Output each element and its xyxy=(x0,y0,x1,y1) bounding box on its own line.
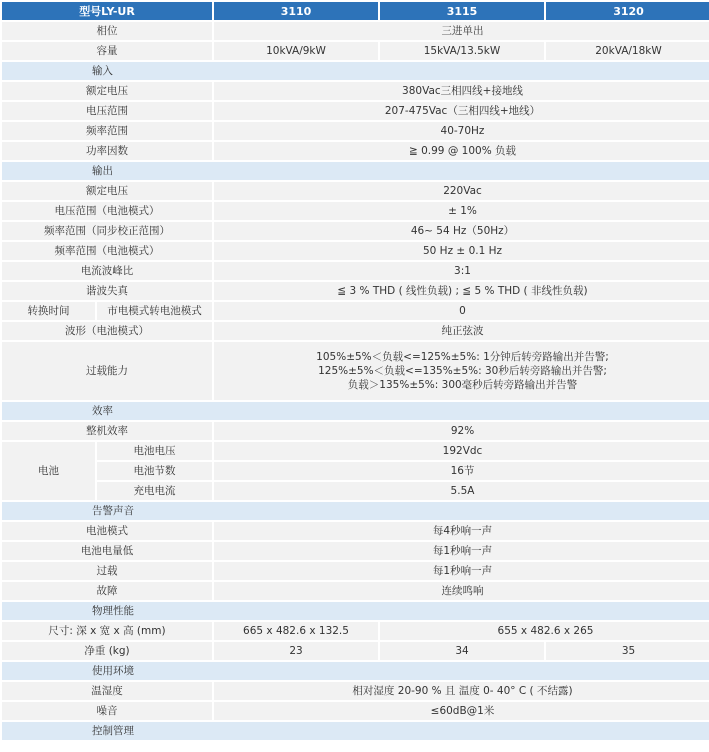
battery-count-row xyxy=(2,462,709,480)
output-waveform-label: 波形（电池模式） xyxy=(2,322,212,340)
output-freq-sync-value: 46~ 54 Hz（50Hz） xyxy=(214,222,709,240)
output-crest-factor-row xyxy=(2,262,709,280)
section-control-title: 控制管理 xyxy=(2,722,709,740)
output-voltage-range-row xyxy=(2,202,709,220)
battery-charge-row xyxy=(2,482,709,500)
alarm-batt-mode-value: 每4秒响一声 xyxy=(214,522,709,540)
output-thd-label: 谐波失真 xyxy=(2,282,212,300)
physical-weight-3110: 23 xyxy=(214,642,378,660)
input-rated-voltage-value: 380Vac三相四线+接地线 xyxy=(214,82,709,100)
input-power-factor-value: ≧ 0.99 @ 100% 负载 xyxy=(214,142,709,160)
output-overload-row xyxy=(2,342,709,400)
alarm-overload-label: 过载 xyxy=(2,562,212,580)
env-humidity-label: 温湿度 xyxy=(2,682,212,700)
input-voltage-range-value: 207-475Vac（三相四线+地线） xyxy=(214,102,709,120)
section-output xyxy=(2,162,709,180)
phase-label: 相位 xyxy=(2,22,212,40)
alarm-batt-mode-row xyxy=(2,522,709,540)
section-alarm-title: 告警声音 xyxy=(2,502,709,520)
section-physical-title: 物理性能 xyxy=(2,602,709,620)
section-environment-title: 使用环境 xyxy=(2,662,709,680)
output-freq-sync-row xyxy=(2,222,709,240)
output-voltage-range-label: 电压范围（电池模式） xyxy=(2,202,212,220)
env-noise-label: 噪音 xyxy=(2,702,212,720)
output-waveform-value: 纯正弦波 xyxy=(214,322,709,340)
model-header: 型号LY-UR xyxy=(2,2,212,20)
input-rated-voltage-label: 额定电压 xyxy=(2,82,212,100)
battery-voltage-row xyxy=(2,442,709,460)
alarm-fault-value: 连续鸣响 xyxy=(214,582,709,600)
output-freq-batt-value: 50 Hz ± 0.1 Hz xyxy=(214,242,709,260)
env-humidity-row xyxy=(2,682,709,700)
output-rated-voltage-value: 220Vac xyxy=(214,182,709,200)
efficiency-label: 整机效率 xyxy=(2,422,212,440)
output-rated-voltage-label: 额定电压 xyxy=(2,182,212,200)
efficiency-value: 92% xyxy=(214,422,709,440)
capacity-3115: 15kVA/13.5kW xyxy=(380,42,544,60)
physical-weight-row xyxy=(2,642,709,660)
phase-value: 三进单出 xyxy=(214,22,709,40)
section-alarm xyxy=(2,502,709,520)
alarm-overload-row xyxy=(2,562,709,580)
physical-size-3115-3120: 655 x 482.6 x 265 xyxy=(380,622,709,640)
header-row xyxy=(2,2,709,20)
section-control xyxy=(2,722,709,740)
output-rated-voltage-row xyxy=(2,182,709,200)
input-freq-range-row xyxy=(2,122,709,140)
alarm-overload-value: 每1秒响一声 xyxy=(214,562,709,580)
input-voltage-range-row xyxy=(2,102,709,120)
battery-voltage-value: 192Vdc xyxy=(214,442,709,460)
input-freq-range-label: 频率范围 xyxy=(2,122,212,140)
physical-weight-label: 净重 (kg) xyxy=(2,642,212,660)
physical-size-row xyxy=(2,622,709,640)
section-input-title: 输入 xyxy=(2,62,709,80)
phase-row xyxy=(2,22,709,40)
section-physical xyxy=(2,602,709,620)
section-efficiency xyxy=(2,402,709,420)
model-3110-header: 3110 xyxy=(214,2,378,20)
battery-charge-value: 5.5A xyxy=(214,482,709,500)
alarm-batt-mode-label: 电池模式 xyxy=(2,522,212,540)
output-transfer-sublabel: 市电模式转电池模式 xyxy=(97,302,212,320)
alarm-fault-row xyxy=(2,582,709,600)
output-freq-sync-label: 频率范围（同步校正范围） xyxy=(2,222,212,240)
output-overload-label: 过载能力 xyxy=(2,342,212,400)
env-noise-value: ≤60dB@1米 xyxy=(214,702,709,720)
overload-line-2: 125%±5%＜负载<=135%±5%: 30秒后转旁路输出并告警; xyxy=(318,365,607,377)
output-thd-row xyxy=(2,282,709,300)
physical-weight-3120: 35 xyxy=(546,642,709,660)
output-overload-value xyxy=(214,342,709,400)
overload-line-3: 负载＞135%±5%: 300毫秒后转旁路输出并告警 xyxy=(347,379,578,391)
output-freq-batt-row xyxy=(2,242,709,260)
output-thd-value: ≦ 3 % THD ( 线性负载) ; ≦ 5 % THD ( 非线性负载) xyxy=(214,282,709,300)
battery-voltage-label: 电池电压 xyxy=(97,442,212,460)
input-freq-range-value: 40-70Hz xyxy=(214,122,709,140)
battery-count-label: 电池节数 xyxy=(97,462,212,480)
output-transfer-row xyxy=(2,302,709,320)
env-humidity-value: 相对湿度 20-90 % 且 温度 0- 40° C ( 不结露) xyxy=(214,682,709,700)
output-transfer-label: 转换时间 xyxy=(2,302,95,320)
capacity-row xyxy=(2,42,709,60)
output-waveform-row xyxy=(2,322,709,340)
section-input xyxy=(2,62,709,80)
output-crest-factor-value: 3:1 xyxy=(214,262,709,280)
physical-size-label: 尺寸: 深 x 宽 x 高 (mm) xyxy=(2,622,212,640)
output-transfer-value: 0 xyxy=(214,302,709,320)
env-noise-row xyxy=(2,702,709,720)
physical-weight-3115: 34 xyxy=(380,642,544,660)
section-output-title: 输出 xyxy=(2,162,709,180)
overload-line-1: 105%±5%＜负载<=125%±5%: 1分钟后转旁路输出并告警; xyxy=(316,351,609,363)
model-3120-header: 3120 xyxy=(546,2,709,20)
capacity-3120: 20kVA/18kW xyxy=(546,42,709,60)
input-voltage-range-label: 电压范围 xyxy=(2,102,212,120)
output-freq-batt-label: 频率范围（电池模式） xyxy=(2,242,212,260)
input-power-factor-label: 功率因数 xyxy=(2,142,212,160)
section-efficiency-title: 效率 xyxy=(2,402,709,420)
efficiency-row xyxy=(2,422,709,440)
output-crest-factor-label: 电流波峰比 xyxy=(2,262,212,280)
input-rated-voltage-row xyxy=(2,82,709,100)
section-environment xyxy=(2,662,709,680)
alarm-low-batt-row xyxy=(2,542,709,560)
battery-charge-label: 充电电流 xyxy=(97,482,212,500)
capacity-3110: 10kVA/9kW xyxy=(214,42,378,60)
output-voltage-range-value: ± 1% xyxy=(214,202,709,220)
model-3115-header: 3115 xyxy=(380,2,544,20)
alarm-fault-label: 故障 xyxy=(2,582,212,600)
input-power-factor-row xyxy=(2,142,709,160)
battery-label: 电池 xyxy=(2,442,95,500)
alarm-low-batt-value: 每1秒响一声 xyxy=(214,542,709,560)
battery-count-value: 16节 xyxy=(214,462,709,480)
capacity-label: 容量 xyxy=(2,42,212,60)
alarm-low-batt-label: 电池电量低 xyxy=(2,542,212,560)
physical-size-3110: 665 x 482.6 x 132.5 xyxy=(214,622,378,640)
